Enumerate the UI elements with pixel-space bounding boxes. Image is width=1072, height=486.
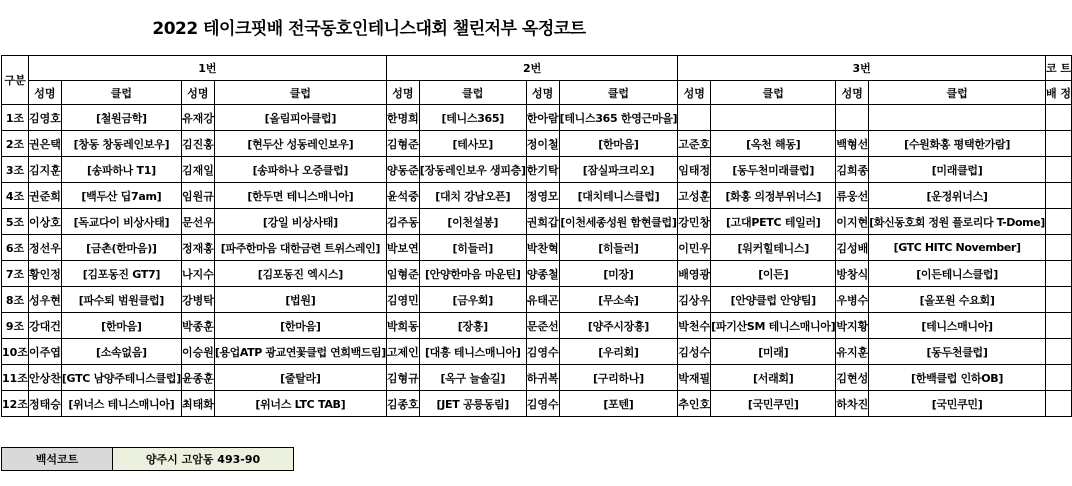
player-name: 고성훈 — [678, 183, 711, 209]
player-name: 윤종훈 — [181, 365, 214, 391]
player-name: 권희갑 — [526, 209, 559, 235]
player-name: 한아람 — [526, 105, 559, 131]
club-name: [창동 창동레인보우] — [61, 131, 181, 157]
player-name: 이지현 — [836, 209, 869, 235]
club-name: [현두산 성동레인보우] — [214, 131, 386, 157]
table-row — [2, 105, 1072, 131]
table-row — [2, 313, 1072, 339]
club-name: [구리하나] — [559, 365, 678, 391]
court-assignment-cell — [1045, 391, 1071, 417]
player-name: 문준선 — [526, 313, 559, 339]
club-name: [독교다이 비상사태] — [61, 209, 181, 235]
club-name: [포텐] — [559, 391, 678, 417]
player-name: 백형선 — [836, 131, 869, 157]
player-name: 박재필 — [678, 365, 711, 391]
club-name: [김포동진 GT7] — [61, 261, 181, 287]
page-title: 2022 테이크핏배 전국동호인테니스대회 챌린저부 옥정코트 — [152, 19, 586, 39]
table-row — [2, 287, 1072, 313]
club-name: [운정위너스] — [869, 183, 1046, 209]
club-name: [GTC 남양주테니스클럽] — [61, 365, 181, 391]
player-name: 임태정 — [678, 157, 711, 183]
player-name: 한기탁 — [526, 157, 559, 183]
player-name — [836, 105, 869, 131]
club-name: [위너스 테니스매니아] — [61, 391, 181, 417]
court-assignment-cell — [1045, 157, 1071, 183]
club-name: [한마음] — [61, 313, 181, 339]
court-assignment-cell — [1045, 313, 1071, 339]
player-name: 양동준 — [386, 157, 419, 183]
club-name: [무소속] — [559, 287, 678, 313]
player-name: 권은택 — [28, 131, 61, 157]
court-assignment-cell — [1045, 105, 1071, 131]
player-name: 김영수 — [526, 391, 559, 417]
player-name: 박지황 — [836, 313, 869, 339]
player-name: 정영모 — [526, 183, 559, 209]
player-name: 김형준 — [386, 131, 419, 157]
player-name: 이주엽 — [28, 339, 61, 365]
group-label: 4조 — [2, 183, 29, 209]
group-label: 9조 — [2, 313, 29, 339]
club-name: [미래] — [711, 339, 836, 365]
player-name: 김상우 — [678, 287, 711, 313]
player-name: 박종훈 — [181, 313, 214, 339]
club-name: [위너스 LTC TAB] — [214, 391, 386, 417]
player-name: 김영수 — [526, 339, 559, 365]
club-name: [화홍 의정부위너스] — [711, 183, 836, 209]
club-name: [히들러] — [559, 235, 678, 261]
club-name: [동두천미래클럽] — [711, 157, 836, 183]
club-name: [대치 강남오픈] — [419, 183, 526, 209]
footer-address: 양주시 고암동 493-90 — [113, 448, 294, 471]
club-name: [법원] — [214, 287, 386, 313]
player-name: 김영호 — [28, 105, 61, 131]
player-name: 하귀복 — [526, 365, 559, 391]
name-header: 성명 — [836, 81, 869, 105]
club-name: [강일 비상사태] — [214, 209, 386, 235]
player-name: 우병수 — [836, 287, 869, 313]
group-label: 10조 — [2, 339, 29, 365]
club-name: [GTC HITC November] — [869, 235, 1046, 261]
player-name: 유지훈 — [836, 339, 869, 365]
player-name: 강대건 — [28, 313, 61, 339]
player-name: 김현성 — [836, 365, 869, 391]
name-header: 성명 — [386, 81, 419, 105]
name-header: 성명 — [678, 81, 711, 105]
court-assignment-cell — [1045, 339, 1071, 365]
player-name: 김주동 — [386, 209, 419, 235]
player-name: 정재홍 — [181, 235, 214, 261]
club-name: [한백클럽 인하OB] — [869, 365, 1046, 391]
club-name: [테니스365 한영근마을] — [559, 105, 678, 131]
group-label: 1조 — [2, 105, 29, 131]
name-header: 성명 — [28, 81, 61, 105]
player-name: 고준호 — [678, 131, 711, 157]
club-name: [양주시장흥] — [559, 313, 678, 339]
club-name: [김포동진 엑시스] — [214, 261, 386, 287]
club-name: [미래클럽] — [869, 157, 1046, 183]
club-name: [파주한마음 대한금련 트위스레인] — [214, 235, 386, 261]
club-name: [송파하나 오증클럽] — [214, 157, 386, 183]
club-name: [소속없음] — [61, 339, 181, 365]
club-header: 클럽 — [711, 81, 836, 105]
club-name: [올포원 수요회] — [869, 287, 1046, 313]
club-name: [백두산 딥7am] — [61, 183, 181, 209]
club-name: [대치테니스클럽] — [559, 183, 678, 209]
club-name: [송파하나 T1] — [61, 157, 181, 183]
player-name: 유태곤 — [526, 287, 559, 313]
player-name — [678, 105, 711, 131]
court-assignment-cell — [1045, 209, 1071, 235]
club-name: [이든] — [711, 261, 836, 287]
player-name: 박천수 — [678, 313, 711, 339]
club-name: [고대PETC 테일러] — [711, 209, 836, 235]
name-header: 성명 — [526, 81, 559, 105]
club-name: [안양한마음 마운틴] — [419, 261, 526, 287]
club-header: 클럽 — [869, 81, 1046, 105]
club-name: [테사모] — [419, 131, 526, 157]
club-name: [줄탈라] — [214, 365, 386, 391]
header-row-courts — [2, 56, 1072, 81]
club-name: [테니스365] — [419, 105, 526, 131]
club-name: [테니스매니아] — [869, 313, 1046, 339]
club-name: [미장] — [559, 261, 678, 287]
player-name: 한명희 — [386, 105, 419, 131]
club-name: [JET 공릉동림] — [419, 391, 526, 417]
group-label: 12조 — [2, 391, 29, 417]
player-name: 김진홍 — [181, 131, 214, 157]
club-name: [올림피아클럽] — [214, 105, 386, 131]
club-header: 클럽 — [559, 81, 678, 105]
group-label: 3조 — [2, 157, 29, 183]
club-name: [용업ATP 광교연꽃클럽 연희백드림] — [214, 339, 386, 365]
court-assignment-cell — [1045, 365, 1071, 391]
club-name: [안양클럽 안양팀] — [711, 287, 836, 313]
player-name: 성우현 — [28, 287, 61, 313]
player-name: 박보연 — [386, 235, 419, 261]
player-name: 김성배 — [836, 235, 869, 261]
club-name: [한마음] — [559, 131, 678, 157]
court-3-header: 3번 — [678, 56, 1046, 81]
table-row — [2, 209, 1072, 235]
player-name: 이승원 — [181, 339, 214, 365]
group-label: 7조 — [2, 261, 29, 287]
club-name: [수원화홍 평택한가람] — [869, 131, 1046, 157]
club-name: [화신동호회 정원 플로리다 T-Dome] — [869, 209, 1046, 235]
table-row — [2, 261, 1072, 287]
table-row — [2, 157, 1072, 183]
club-name: [파기산SM 테니스매니아] — [711, 313, 836, 339]
club-name: [서래회] — [711, 365, 836, 391]
table-row — [2, 235, 1072, 261]
player-name: 강병탁 — [181, 287, 214, 313]
table-row — [2, 131, 1072, 157]
club-name: [금우회] — [419, 287, 526, 313]
footer-table — [1, 447, 294, 471]
player-name: 김형규 — [386, 365, 419, 391]
club-name: [장동레인보우 생피층] — [419, 157, 526, 183]
club-name — [711, 105, 836, 131]
club-name: [장흥] — [419, 313, 526, 339]
player-name: 김영민 — [386, 287, 419, 313]
club-name: [철원금학] — [61, 105, 181, 131]
table-row — [2, 339, 1072, 365]
group-label: 8조 — [2, 287, 29, 313]
player-name: 김희종 — [836, 157, 869, 183]
player-name: 나지수 — [181, 261, 214, 287]
club-name: [옥구 늘솔길] — [419, 365, 526, 391]
player-name: 추인호 — [678, 391, 711, 417]
club-name: [히들러] — [419, 235, 526, 261]
player-name: 김종호 — [386, 391, 419, 417]
court-assignment-cell — [1045, 261, 1071, 287]
club-name: [워커힐테니스] — [711, 235, 836, 261]
player-name: 김성수 — [678, 339, 711, 365]
player-name: 양종철 — [526, 261, 559, 287]
club-name: [옥천 해동] — [711, 131, 836, 157]
player-name: 권준희 — [28, 183, 61, 209]
player-name: 안상찬 — [28, 365, 61, 391]
player-name: 강민창 — [678, 209, 711, 235]
assign-header: 배 정 — [1045, 81, 1071, 105]
player-name: 방창식 — [836, 261, 869, 287]
table-row — [2, 365, 1072, 391]
club-name: [한마음] — [214, 313, 386, 339]
group-label: 2조 — [2, 131, 29, 157]
court-assignment-cell — [1045, 287, 1071, 313]
club-header: 클럽 — [214, 81, 386, 105]
club-name: [동두천클럽] — [869, 339, 1046, 365]
club-name — [869, 105, 1046, 131]
club-name: [이든테니스클럽] — [869, 261, 1046, 287]
gubun-header: 구분 — [2, 56, 29, 105]
court-1-header: 1번 — [28, 56, 386, 81]
club-name: [금촌(한마음)] — [61, 235, 181, 261]
player-name: 임형준 — [386, 261, 419, 287]
court-assignment-cell — [1045, 131, 1071, 157]
schedule-table — [1, 55, 1072, 417]
footer-label: 백석코트 — [2, 448, 113, 471]
player-name: 임원규 — [181, 183, 214, 209]
court-assignment-cell — [1045, 183, 1071, 209]
club-name: [이천세종성원 함현클럽] — [559, 209, 678, 235]
club-name: [우리회] — [559, 339, 678, 365]
player-name: 김지훈 — [28, 157, 61, 183]
player-name: 정선우 — [28, 235, 61, 261]
club-header: 클럽 — [61, 81, 181, 105]
player-name: 정이철 — [526, 131, 559, 157]
club-name: [국민쿠민] — [711, 391, 836, 417]
club-name: [국민쿠민] — [869, 391, 1046, 417]
player-name: 최태화 — [181, 391, 214, 417]
player-name: 배영광 — [678, 261, 711, 287]
table-row — [2, 391, 1072, 417]
header-row-fields — [2, 81, 1072, 105]
club-name: [잠실파크리오] — [559, 157, 678, 183]
club-header: 클럽 — [419, 81, 526, 105]
player-name: 박찬혁 — [526, 235, 559, 261]
player-name: 윤석중 — [386, 183, 419, 209]
player-name: 정태승 — [28, 391, 61, 417]
name-header: 성명 — [181, 81, 214, 105]
court-assign-header: 코 트 — [1045, 56, 1071, 81]
table-row — [2, 183, 1072, 209]
club-name: [한두면 테니스매니아] — [214, 183, 386, 209]
player-name: 유재강 — [181, 105, 214, 131]
player-name: 하차진 — [836, 391, 869, 417]
club-name: [파수퇴 범원클럽] — [61, 287, 181, 313]
player-name: 박희동 — [386, 313, 419, 339]
player-name: 고제인 — [386, 339, 419, 365]
player-name: 문선우 — [181, 209, 214, 235]
club-name: [대흥 테니스매니아] — [419, 339, 526, 365]
group-label: 6조 — [2, 235, 29, 261]
club-name: [이천설봉] — [419, 209, 526, 235]
group-label: 11조 — [2, 365, 29, 391]
court-2-header: 2번 — [386, 56, 677, 81]
court-assignment-cell — [1045, 235, 1071, 261]
player-name: 황인정 — [28, 261, 61, 287]
player-name: 김재일 — [181, 157, 214, 183]
player-name: 류웅선 — [836, 183, 869, 209]
player-name: 이민우 — [678, 235, 711, 261]
player-name: 이상호 — [28, 209, 61, 235]
group-label: 5조 — [2, 209, 29, 235]
